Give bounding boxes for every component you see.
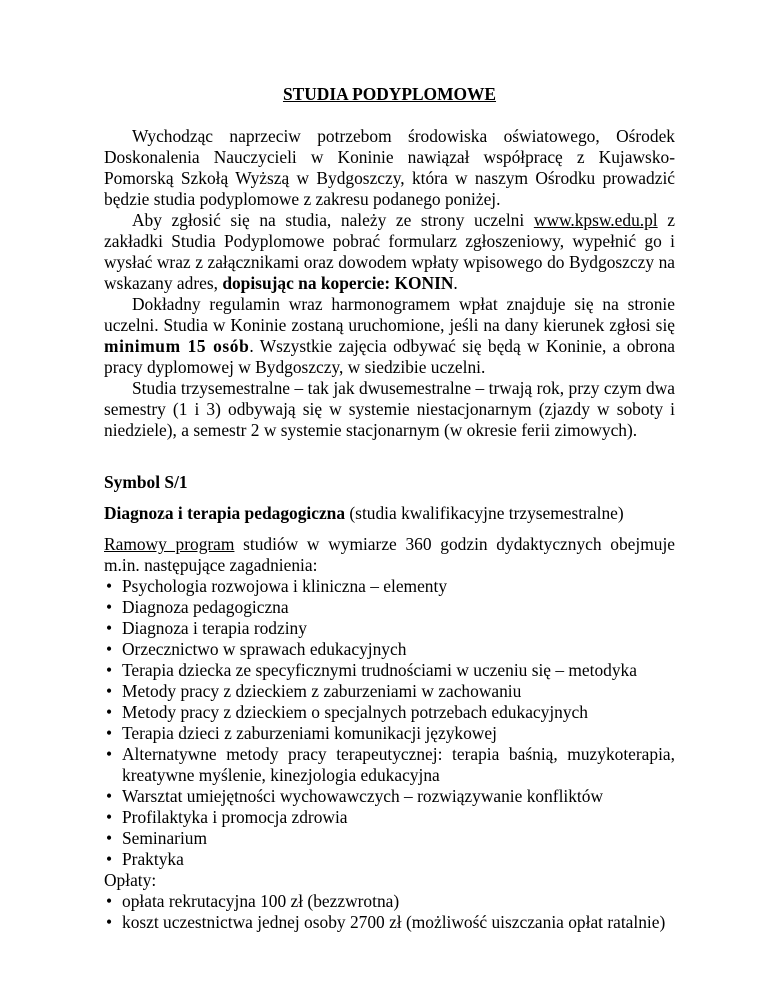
intro-p3-text-a: Dokładny regulamin wraz harmonogramem wpłat znajduje się na stronie uczelni. Studia w Koninie zostaną uruchomione, jeśli na dany kierunek zgłosi się bbox=[104, 294, 675, 335]
course-name: Diagnoza i terapia pedagogiczna bbox=[104, 503, 346, 523]
intro-p2-text-a: Aby zgłosić się na studia, należy ze strony uczelni bbox=[132, 210, 534, 230]
list-item: • Diagnoza i terapia rodziny bbox=[104, 618, 675, 639]
list-item: • Alternatywne metody pracy terapeutycznej: terapia baśnią, muzykoterapia, kreatywne myślenie, kinezjologia edukacyjna bbox=[104, 744, 675, 786]
document-page bbox=[104, 84, 675, 933]
list-item: • Psychologia rozwojowa i kliniczna – elementy bbox=[104, 576, 675, 597]
list-item: • Praktyka bbox=[104, 849, 675, 870]
course-heading bbox=[104, 503, 675, 524]
program-link[interactable]: Ramowy program bbox=[104, 534, 235, 554]
intro-paragraph-1: Wychodząc naprzeciw potrzebom środowiska oświatowego, Ośrodek Doskonalenia Nauczycieli w Koninie nawiązał współpracę z Kujawsko-Pomorską Szkołą Wyższą w Bydgoszczy, która w naszym Ośrodku prowadzić będzie studia podyplomowe z zakresu podanego poniżej. bbox=[104, 126, 675, 209]
fees-label: Opłaty: bbox=[104, 870, 157, 890]
intro-p2-text-b: z zakładki Studia Podyplomowe pobrać formularz zgłoszeniowy, wypełnić go i wysłać wraz z załącznikami oraz dowodem wpłaty wpisowego do Bydgoszczy na wskazany adres, bbox=[104, 210, 675, 293]
university-website-link[interactable]: www.kpsw.edu.pl bbox=[533, 210, 658, 230]
program-topics-list bbox=[104, 576, 675, 870]
program-intro bbox=[104, 534, 675, 576]
symbol-heading: Symbol S/1 bbox=[104, 472, 188, 492]
list-item: • Metody pracy z dzieckiem o specjalnych potrzebach edukacyjnych bbox=[104, 702, 675, 723]
envelope-note: dopisując na kopercie: KONIN bbox=[222, 273, 454, 293]
intro-paragraph-3 bbox=[104, 294, 675, 378]
intro-p2-end: . bbox=[453, 273, 458, 293]
list-item: • Seminarium bbox=[104, 828, 675, 849]
list-item: • Terapia dziecka ze specyficznymi trudnościami w uczeniu się – metodyka bbox=[104, 660, 675, 681]
list-item: • Profilaktyka i promocja zdrowia bbox=[104, 807, 675, 828]
minimum-participants: minimum 15 osób bbox=[104, 336, 250, 356]
intro-p3-text-b: . Wszystkie zajęcia odbywać się będą w Koninie, a obrona pracy dyplomowej w Bydgoszczy, w siedzibie uczelni. bbox=[104, 336, 676, 377]
list-item: • koszt uczestnictwa jednej osoby 2700 zł (możliwość uiszczania opłat ratalnie) bbox=[104, 912, 675, 933]
course-kind: (studia kwalifikacyjne trzysemestralne) bbox=[345, 503, 624, 523]
list-item: • Orzecznictwo w sprawach edukacyjnych bbox=[104, 639, 675, 660]
intro-paragraph-2 bbox=[104, 210, 675, 294]
intro-paragraph-4: Studia trzysemestralne – tak jak dwusemestralne – trwają rok, przy czym dwa semestry (1 i 3) odbywają się w systemie niestacjonarnym (zjazdy w soboty i niedziele), a semestr 2 w systemie stacjonarnym (w okresie ferii zimowych). bbox=[104, 378, 675, 440]
list-item: • Warsztat umiejętności wychowawczych – rozwiązywanie konfliktów bbox=[104, 786, 675, 807]
page-title: STUDIA PODYPLOMOWE bbox=[282, 84, 497, 104]
program-text: studiów w wymiarze 360 godzin dydaktycznych obejmuje m.in. następujące zagadnienia: bbox=[104, 534, 675, 575]
list-item: • Metody pracy z dzieckiem z zaburzeniami w zachowaniu bbox=[104, 681, 675, 702]
list-item: • opłata rekrutacyjna 100 zł (bezzwrotna) bbox=[104, 891, 675, 912]
list-item: • Terapia dzieci z zaburzeniami komunikacji językowej bbox=[104, 723, 675, 744]
list-item: • Diagnoza pedagogiczna bbox=[104, 597, 675, 618]
fees-list bbox=[104, 891, 675, 933]
